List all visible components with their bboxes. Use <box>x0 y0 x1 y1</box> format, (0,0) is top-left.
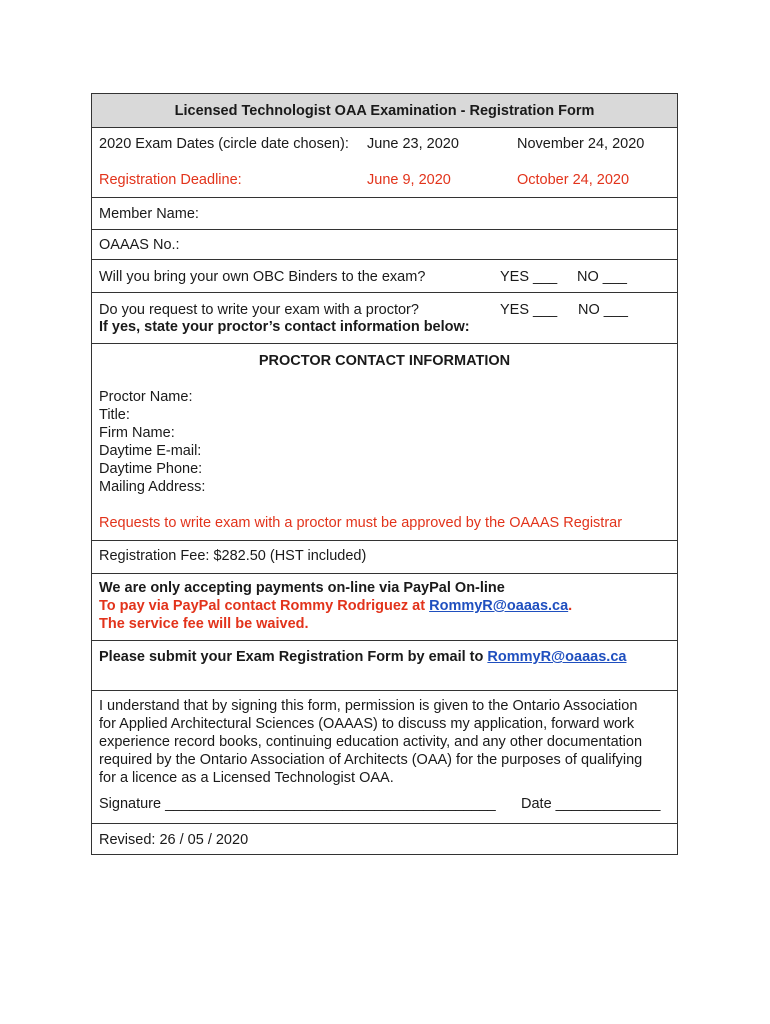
payment-email-link[interactable]: RommyR@oaaas.ca <box>429 598 569 614</box>
binders-row <box>92 259 677 285</box>
submit-section <box>92 640 677 665</box>
proctor-email-label[interactable]: Daytime E-mail: <box>99 443 202 459</box>
exam-dates-section <box>92 127 677 188</box>
payment-line-2 <box>99 597 572 615</box>
member-name-row[interactable] <box>92 197 677 222</box>
payment-line-3: The service fee will be waived. <box>99 616 309 632</box>
fee-row <box>92 540 677 564</box>
proctor-question: Do you request to write your exam with a proctor? <box>99 302 419 318</box>
consent-line: for Applied Architectural Sciences (OAAAS) to discuss my application, forward work <box>99 716 635 732</box>
proctor-name-label[interactable]: Proctor Name: <box>99 389 193 405</box>
submit-prefix: Please submit your Exam Registration Form by email to <box>99 649 488 665</box>
proctor-instruction: If yes, state your proctor’s contact information below: <box>99 319 470 335</box>
binders-question: Will you bring your own OBC Binders to the exam? <box>99 269 426 285</box>
consent-line: I understand that by signing this form, permission is given to the Ontario Association <box>99 698 638 714</box>
oaaas-no-row[interactable] <box>92 229 677 253</box>
consent-section <box>92 690 677 812</box>
exam-date-november[interactable]: November 24, 2020 <box>517 136 645 152</box>
proctor-note: Requests to write exam with a proctor must be approved by the OAAAS Registrar <box>99 515 623 531</box>
registration-fee: Registration Fee: $282.50 (HST included) <box>99 548 367 564</box>
form-title: Licensed Technologist OAA Examination - Registration Form <box>174 103 595 119</box>
deadline-label: Registration Deadline: <box>99 172 242 188</box>
date-field[interactable]: Date _____________ <box>521 796 661 812</box>
proctor-phone-label[interactable]: Daytime Phone: <box>99 461 203 477</box>
consent-line: required by the Ontario Association of Architects (OAA) for the purposes of qualifying <box>99 752 643 768</box>
proctor-contact-section <box>92 343 677 531</box>
proctor-yes[interactable]: YES ___ <box>500 302 558 318</box>
payment-line-2-prefix: To pay via PayPal contact Rommy Rodriguez at <box>99 598 430 614</box>
revised-date: Revised: 26 / 05 / 2020 <box>99 832 249 848</box>
proctor-firm-label[interactable]: Firm Name: <box>99 425 175 441</box>
proctor-heading: PROCTOR CONTACT INFORMATION <box>258 353 511 369</box>
submit-email-link[interactable]: RommyR@oaaas.ca <box>487 649 627 665</box>
consent-line: experience record books, continuing education activity, and any other documentation <box>99 734 643 750</box>
payment-section <box>92 573 677 632</box>
binders-no[interactable]: NO ___ <box>577 269 627 285</box>
oaaas-no-label: OAAAS No.: <box>99 237 180 253</box>
deadline-june: June 9, 2020 <box>367 172 451 188</box>
proctor-question-row <box>92 292 677 335</box>
registration-form <box>91 93 678 855</box>
revised-row <box>92 823 677 848</box>
payment-line-1: We are only accepting payments on-line via PayPal On-line <box>99 580 505 596</box>
exam-dates-label: 2020 Exam Dates (circle date chosen): <box>99 136 349 152</box>
payment-line-2-suffix: . <box>568 598 573 614</box>
binders-yes[interactable]: YES ___ <box>500 269 558 285</box>
deadline-october: October 24, 2020 <box>517 172 630 188</box>
submit-instruction <box>99 648 626 666</box>
proctor-address-label[interactable]: Mailing Address: <box>99 479 206 495</box>
member-name-label: Member Name: <box>99 206 199 222</box>
proctor-title-label[interactable]: Title: <box>99 407 130 423</box>
proctor-no[interactable]: NO ___ <box>578 302 628 318</box>
form-header <box>92 94 677 127</box>
exam-date-june[interactable]: June 23, 2020 <box>367 136 459 152</box>
signature-field[interactable]: Signature _________________________________________ <box>99 796 496 812</box>
consent-line: for a licence as a Licensed Technologist OAA. <box>99 770 394 786</box>
